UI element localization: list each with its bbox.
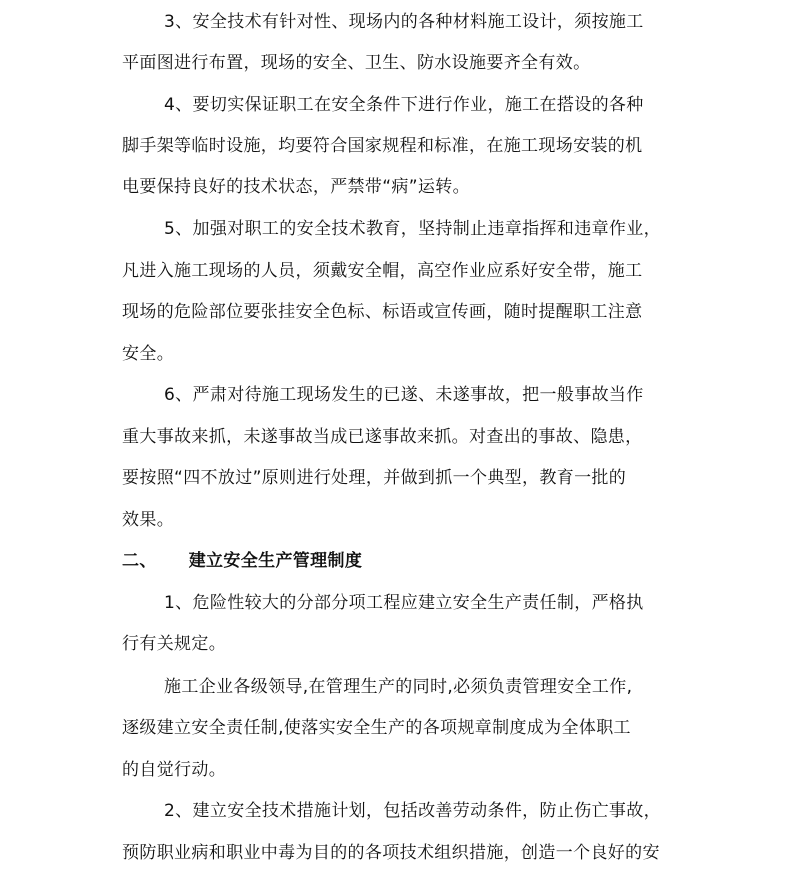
- paragraph-line: 凡进入施工现场的人员，须戴安全帽，高空作业应系好安全带，施工: [122, 261, 643, 281]
- paragraph-line: 5、加强对职工的安全技术教育，坚持制止违章指挥和违章作业，: [164, 219, 661, 239]
- paragraph-line: 现场的危险部位要张挂安全色标、标语或宣传画，随时提醒职工注意: [122, 302, 643, 322]
- paragraph-line: 效果。: [122, 510, 175, 530]
- paragraph-line: 施工企业各级领导,在管理生产的同时,必须负责管理安全工作,: [164, 677, 633, 697]
- paragraph-line: 2、建立安全技术措施计划，包括改善劳动条件，防止伤亡事故，: [164, 801, 661, 821]
- paragraph-line: 6、严肃对待施工现场发生的已遂、未遂事故，把一般事故当作: [164, 385, 644, 405]
- paragraph-line: 脚手架等临时设施，均要符合国家规程和标准，在施工现场安装的机: [122, 136, 643, 156]
- paragraph-line: 1、危险性较大的分部分项工程应建立安全生产责任制，严格执: [164, 593, 644, 613]
- paragraph-line: 重大事故来抓，未遂事故当成已遂事故来抓。对查出的事故、隐患，: [122, 427, 643, 447]
- paragraph-line: 要按照“四不放过”原则进行处理，并做到抓一个典型，教育一批的: [122, 468, 627, 488]
- paragraph-line: 3、安全技术有针对性、现场内的各种材料施工设计，须按施工: [164, 12, 644, 32]
- paragraph-line: 预防职业病和职业中毒为目的的各项技术组织措施，创造一个良好的安: [122, 843, 660, 863]
- paragraph-line: 的自觉行动。: [122, 760, 227, 780]
- paragraph-line: 行有关规定。: [122, 634, 227, 654]
- paragraph-line: 平面图进行布置，现场的安全、卫生、防水设施要齐全有效。: [122, 53, 591, 73]
- section-title: 建立安全生产管理制度: [188, 551, 363, 571]
- paragraph-line: 4、要切实保证职工在安全条件下进行作业，施工在搭设的各种: [164, 95, 644, 115]
- paragraph-line: 安全。: [122, 344, 175, 364]
- paragraph-line: 电要保持良好的技术状态，严禁带“病”运转。: [122, 177, 470, 197]
- section-number: 二、: [122, 551, 157, 571]
- section-heading: [0, 546, 796, 576]
- paragraph-line: 逐级建立安全责任制,使落实安全生产的各项规章制度成为全体职工: [122, 718, 631, 738]
